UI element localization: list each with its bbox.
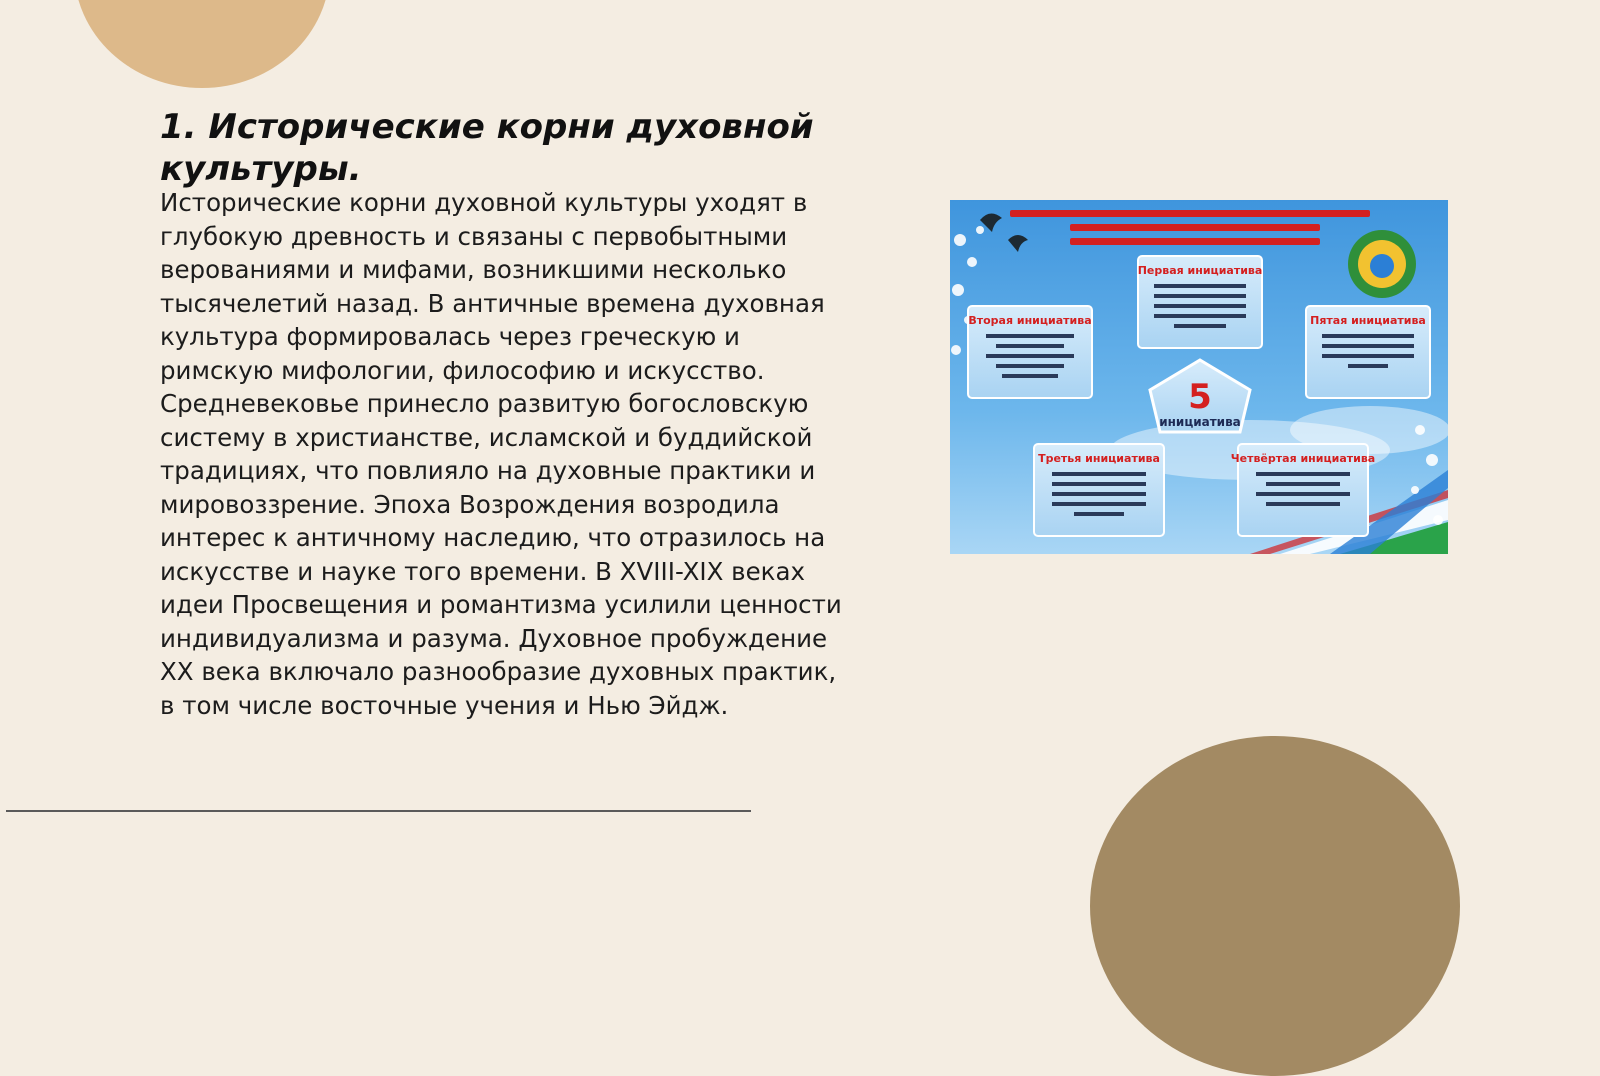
poster-box-title-4: Четвёртая инициатива	[1230, 452, 1376, 465]
decorative-circle-bottom	[1090, 736, 1460, 1076]
poster-box-title-2: Вторая инициатива	[968, 314, 1092, 327]
poster-center-label: инициатива	[1159, 415, 1241, 429]
divider-line	[6, 810, 751, 812]
initiatives-poster-image	[950, 200, 1448, 554]
slide-title: 1. Исторические корни духовной культуры.	[160, 107, 814, 189]
poster-box-title-3: Третья инициатива	[1038, 452, 1160, 465]
poster-box-title-1: Первая инициатива	[1137, 264, 1263, 277]
poster-center-number: 5	[1188, 377, 1212, 417]
decorative-circle-top	[74, 0, 330, 88]
slide-body-text: Исторические корни духовной культуры уходят в глубокую древность и связаны с первобытными верованиями и мифами, возникшими несколько тысячелетий назад. В античные времена духовная культура формировалась через греческую и римскую мифологии, философию и искусство. Средневековье принесло развитую богословскую систему в христианстве, исламской и буддийской традициях, что повлияло на духовные практики и мировоззрение. Эпоха Возрождения возродила интерес к античному наследию, что отразилось на искусстве и науке того времени. В XVIII-XIX веках идеи Просвещения и романтизма усилили ценности индивидуализма и разума. Духовное пробуждение XX века включало разнообразие духовных практик, в том числе восточные учения и Нью Эйдж.	[160, 188, 842, 720]
poster-box-title-5: Пятая инициатива	[1310, 314, 1426, 327]
